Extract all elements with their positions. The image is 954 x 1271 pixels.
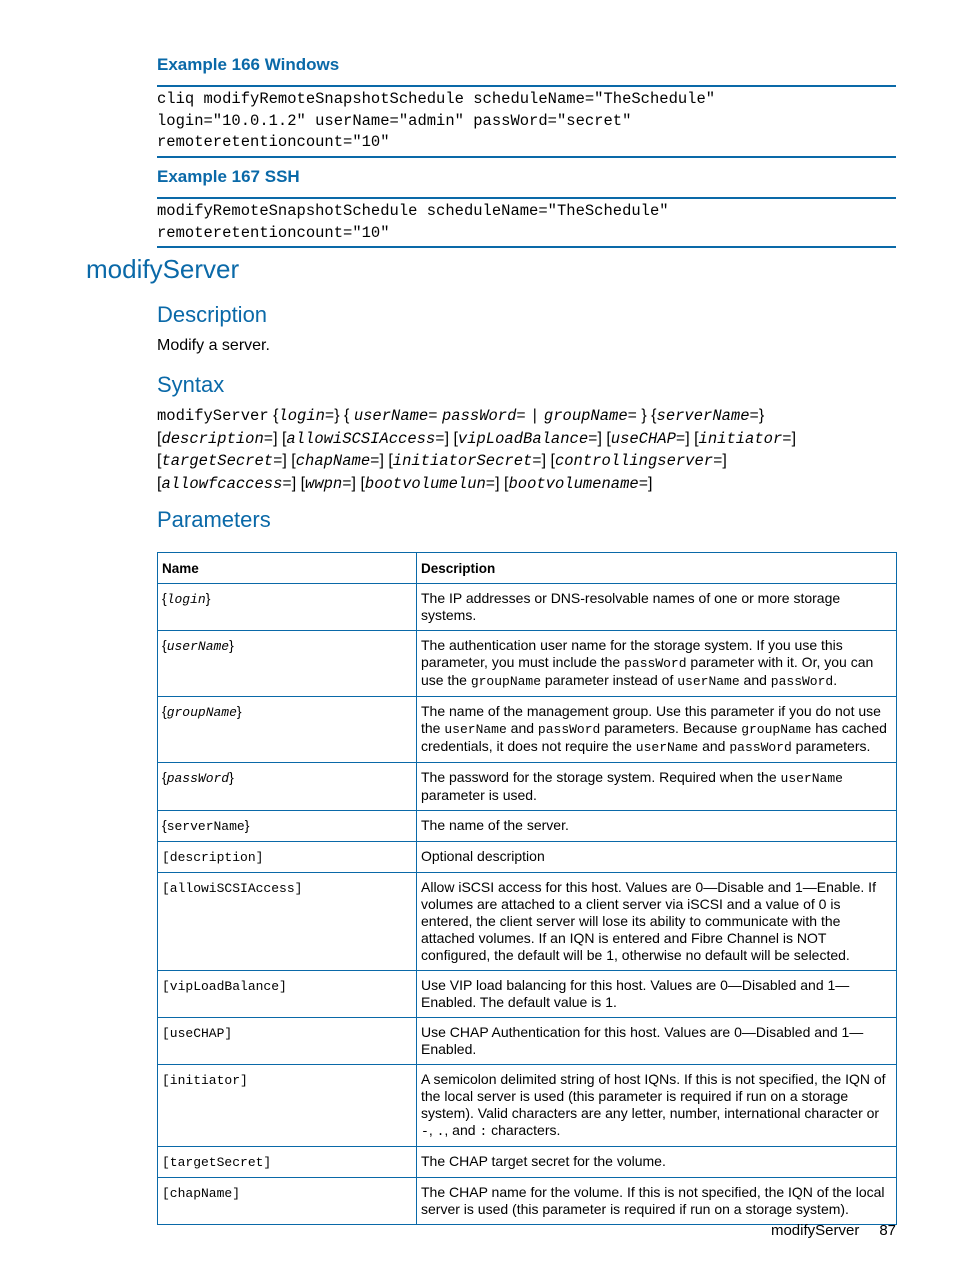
param-desc-cell: The CHAP name for the volume. If this is not specified, the IQN of the local server is used (this parameter is required if run on a storage system).	[417, 1178, 897, 1225]
table-row	[158, 1147, 897, 1178]
syntax-allowfcaccess: allowfcaccess=	[161, 474, 292, 493]
page-footer	[751, 1222, 896, 1239]
syntax-password: passWord=	[441, 407, 526, 425]
syntax-groupname: groupName=	[543, 407, 637, 425]
syntax-username: userName=	[353, 407, 438, 425]
table-header-row	[158, 553, 897, 584]
param-name-cell	[158, 1178, 417, 1225]
param-desc-cell: Optional description	[417, 842, 897, 873]
table-row	[158, 811, 897, 842]
table-row	[158, 584, 897, 631]
syntax-initiatorsecret: initiatorSecret=	[392, 452, 542, 470]
table-row	[158, 873, 897, 971]
param-name: [description]	[162, 850, 264, 865]
syntax-viploadbalance: vipLoadBalance=	[457, 429, 598, 448]
param-name-cell: {userName}	[158, 631, 417, 697]
example-166-title: Example 166 Windows	[157, 55, 340, 74]
param-name: groupName	[166, 705, 237, 720]
syntax-allowiscsiaccess: allowiSCSIAccess=	[286, 429, 445, 448]
footer-section-label: modifyServer	[770, 1222, 860, 1239]
param-name-cell: {passWord}	[158, 763, 417, 811]
param-desc-cell: Use CHAP Authentication for this host. Values are 0—Disabled and 1—Enabled.	[417, 1018, 897, 1065]
table-row	[158, 1178, 897, 1225]
column-header-name: Name	[158, 553, 417, 584]
parameters-heading: Parameters	[157, 507, 271, 532]
param-desc-cell: The password for the storage system. Required when the userName parameter is used.	[417, 763, 897, 811]
param-desc-cell: A semicolon delimited string of host IQNs. If this is not specified, the IQN of the local server is used (this parameter is required if run on a storage system). Valid characters are any letter, number, international character or -, ., and : characters.	[417, 1065, 897, 1147]
param-desc-cell: The authentication user name for the storage system. If you use this parameter, you must include the passWord parameter with it. Or, you can use the groupName parameter instead of userName and passWord.	[417, 631, 897, 697]
param-name: userName	[166, 639, 230, 654]
param-name-cell	[158, 1018, 417, 1065]
section-title: modifyServer	[86, 254, 240, 284]
column-header-description: Description	[417, 553, 897, 584]
table-row	[158, 763, 897, 811]
param-name-cell	[158, 1065, 417, 1147]
param-name-cell	[158, 842, 417, 873]
syntax-wwpn: wwpn=	[305, 474, 352, 493]
param-name-cell	[158, 1147, 417, 1178]
param-name-cell: {groupName}	[158, 697, 417, 763]
syntax-servername: serverName=	[656, 407, 759, 425]
table-row	[158, 697, 897, 763]
param-name: serverName	[166, 819, 245, 834]
param-name-cell	[158, 873, 417, 971]
example-167-title: Example 167 SSH	[157, 167, 300, 186]
syntax-command: modifyServer	[157, 407, 269, 425]
param-name: [useCHAP]	[162, 1026, 233, 1041]
param-desc-cell: The IP addresses or DNS-resolvable names of one or more storage systems.	[417, 584, 897, 631]
page-number: 87	[879, 1222, 896, 1239]
syntax-controllingserver: controllingserver=	[554, 452, 723, 470]
param-desc-cell: Use VIP load balancing for this host. Values are 0—Disabled and 1—Enabled. The default value is 1.	[417, 971, 897, 1018]
syntax-heading: Syntax	[157, 372, 225, 397]
param-name: passWord	[166, 771, 230, 786]
syntax-initiator: initiator=	[698, 429, 792, 448]
param-name: [vipLoadBalance]	[162, 979, 287, 994]
description-heading: Description	[157, 302, 268, 327]
example-167-code: modifyRemoteSnapshotSchedule scheduleName="TheSchedule" remoteretentioncount="10"	[157, 197, 896, 248]
syntax-bootvolumelun: bootvolumelun=	[364, 474, 496, 493]
param-desc-cell: The CHAP target secret for the volume.	[417, 1147, 897, 1178]
param-desc-cell: The name of the management group. Use this parameter if you do not use the userName and passWord parameters. Because groupName has cached credentials, it does not require the userName and passWord parameters.	[417, 697, 897, 763]
syntax-chapname: chapName=	[295, 452, 380, 470]
param-name-cell: {login}	[158, 584, 417, 631]
parameters-table	[157, 552, 897, 1225]
param-name: [chapName]	[162, 1186, 241, 1201]
table-row	[158, 971, 897, 1018]
syntax-targetsecret: targetSecret=	[161, 452, 283, 470]
param-name-cell: {serverName}	[158, 811, 417, 842]
table-row	[158, 1018, 897, 1065]
syntax-bootvolumename: bootvolumename=	[508, 474, 648, 493]
table-row	[158, 842, 897, 873]
param-name: login	[166, 592, 206, 607]
param-desc-cell: Allow iSCSI access for this host. Values are 0—Disable and 1—Enable. If volumes are attached to a client server via iSCSI and a value of 0 is entered, the client server will lose its ability to communicate with the attached volumes. If an IQN is entered and Fibre Channel is NOT configured, the default will be 1, otherwise no default will be selected.	[417, 873, 897, 971]
example-166-code: cliq modifyRemoteSnapshotSchedule scheduleName="TheSchedule" login="10.0.1.2" userName="admin" passWord="secret" remoteretentioncount="10"	[157, 85, 896, 158]
table-row	[158, 1065, 897, 1147]
table-row	[158, 631, 897, 697]
param-name-cell	[158, 971, 417, 1018]
syntax-description: description=	[161, 429, 274, 448]
syntax-login: login=	[278, 407, 335, 425]
syntax-block: modifyServer {login=} { userName= passWord= | groupName= } {serverName=} [description=] [allowiSCSIAccess=] [vipLoadBalance=] [useCHAP=] [initiator=] [targetSecret=] [chapName=] [initiatorSecret=] [controllingserver=] [allowfcaccess=] [wwpn=] [bootvolumelun=] [bootvolumename=]	[157, 407, 797, 493]
param-name: [targetSecret]	[162, 1155, 272, 1170]
param-name: [allowiSCSIAccess]	[162, 881, 303, 896]
param-desc-cell: The name of the server.	[417, 811, 897, 842]
description-text: Modify a server.	[157, 337, 270, 354]
param-name: [initiator]	[162, 1073, 248, 1088]
syntax-usechap: useCHAP=	[610, 429, 686, 448]
